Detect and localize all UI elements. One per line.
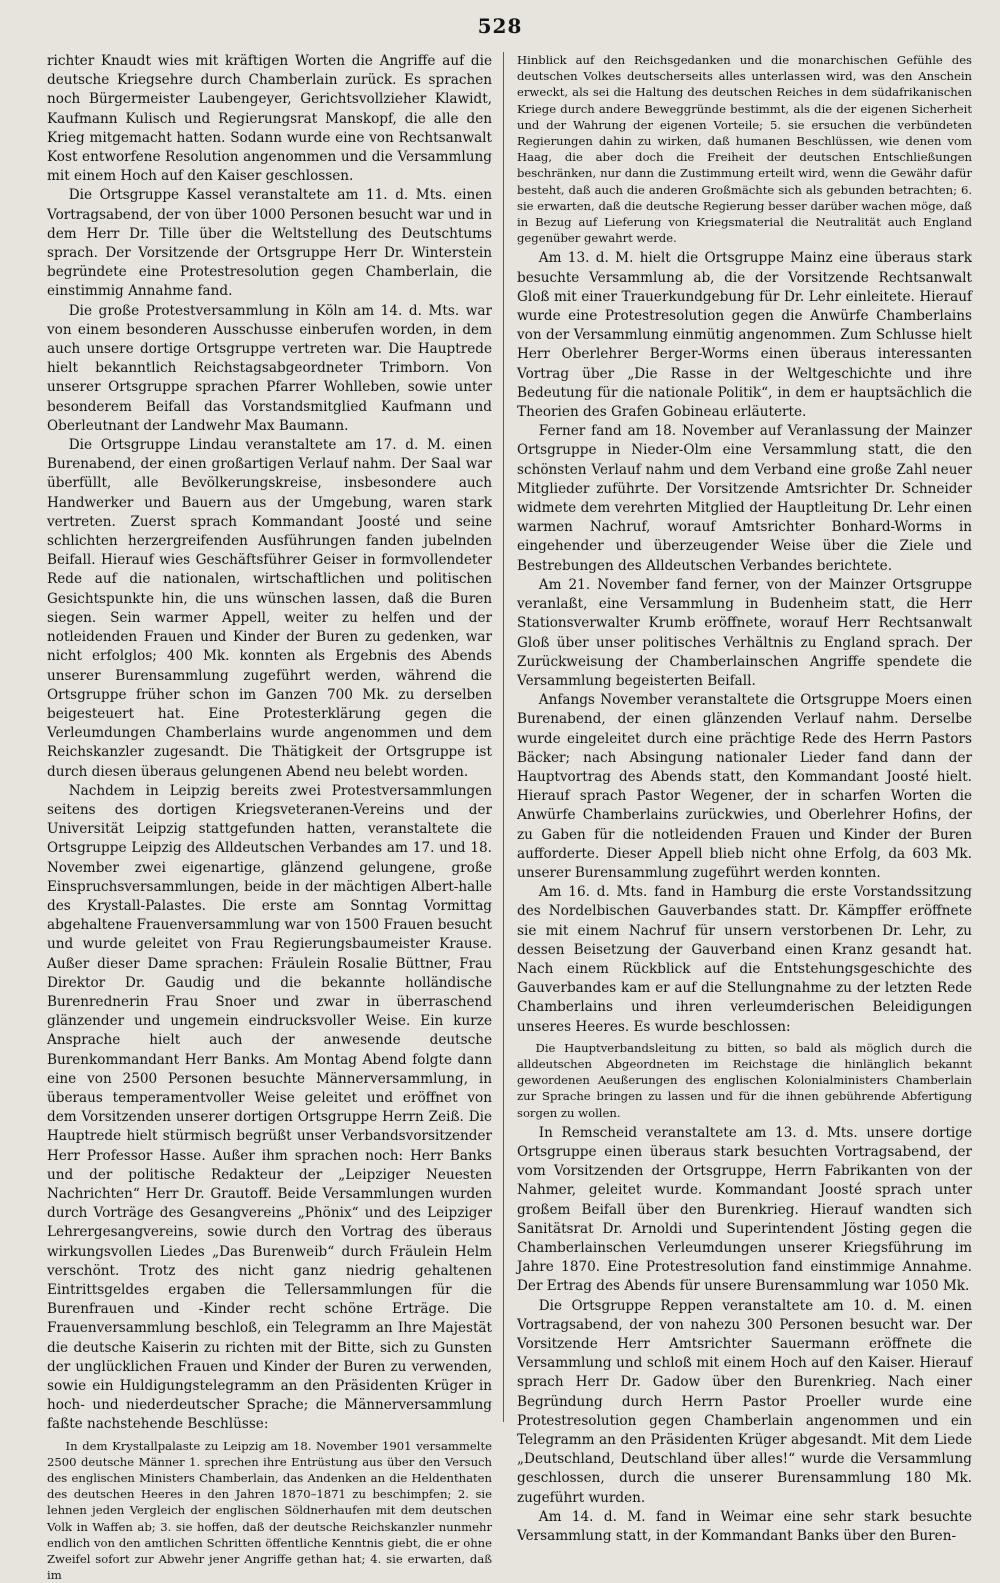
right-column (517, 52, 972, 1545)
paragraph-remscheid: In Remscheid veranstaltete am 13. d. Mts. unsere dortige Ortsgruppe einen überaus stark besuchten Vortragsabend, der vom Vorsitzenden der Ortsgruppe, Herrn Fabrikanten von der Nahmer, geleitet wurde. Kommandant Joosté sprach unter großem Beifall über den Burenkrieg. Hierauf wandten sich Sanitätsrat Dr. Arnoldi und Superintendent Jösting gegen die Chamberlainschen Verleumdungen unserer Kriegsführung im Jahre 1870. Eine Protestresolution fand einstimmige Annahme. Der Ertrag des Abends für unsere Burensammlung war 1050 Mk. (517, 1124, 972, 1295)
paragraph-kassel-intro: richter Knaudt wies mit kräftigen Worten die Angriffe auf die deutsche Kriegsehre durch Chamberlain zurück. Es sprachen noch Bürgermeister Laubengeyer, Gerichtsvollzieher Klawidt, Kaufmann Kulisch und Regierungsrat Manskopf, die alle den Krieg mitgemacht hatten. Sodann wurde eine von Rechtsanwalt Kost entworfene Resolution angenommen und die Versammlung mit einem Hoch auf den Kaiser geschlossen. (47, 53, 492, 185)
paragraph-kassel: Die Ortsgruppe Kassel veranstaltete am 11. d. Mts. einen Vortragsabend, der von über 1000 Personen besucht war und in dem Herr Dr. Tille über die Weltstellung des Deutschtums sprach. Der Vorsitzende der Ortsgruppe Herr Dr. Winterstein begründete eine Protestresolution gegen Chamberlain, die einstimmig Annahme fand. (47, 187, 492, 300)
paragraph-lindau: Die Ortsgruppe Lindau veranstaltete am 17. d. M. einen Burenabend, der einen großartigen Verlauf nahm. Der Saal war überfüllt, alle Bevölkerungskreise, insbesondere auch Handwerker und Bauern aus der Umgebung, waren stark vertreten. Zuerst sprach Kommandant Joosté und seine schlichten herzergreifenden Ausführungen fanden jubelnden Beifall. Hierauf wies Geschäftsführer Geiser in formvollendeter Rede auf die nationalen, wirtschaftlichen und politischen Gesichtspunkte hin, die uns wünschen lassen, daß die Buren siegen. Sein warmer Appell, weiter zu helfen und der notleidenden Frauen und Kinder der Buren zu gedenken, war nicht erfolglos; 400 Mk. konnten als Ergebnis des Abends unserer Burensammlung zugeführt werden, während die Ortsgruppe früher schon im Ganzen 700 Mk. zu derselben beigesteuert hat. Eine Protesterklärung gegen die Verleumdungen Chamberlains wurde angenommen und dem Reichskanzler zugesandt. Die Thätigkeit der Ortsgruppe ist durch diesen überaus gelungenen Abend neu belebt worden. (47, 437, 492, 780)
left-column (47, 52, 492, 1583)
paragraph-reppen: Die Ortsgruppe Reppen veranstaltete am 10. d. M. einen Vortragsabend, der von nahezu 300 Personen besucht war. Der Vorsitzende Herr Amtsrichter Sauermann eröffnete die Versammlung und schloß mit einem Hoch auf den Kaiser. Hierauf sprach Herr Dr. Gadow über den Burenkrieg. Nach einer Begründung durch Herrn Pastor Proeller wurde eine Protestresolution gegen Chamberlain angenommen und ein Telegramm an den Präsidenten Krüger abgesandt. Mit dem Liede „Deutschland, Deutschland über alles!“ wurde die Versammlung geschlossen, durch die unserer Burensammlung 180 Mk. zugeführt wurden. (517, 1297, 972, 1506)
paragraph-leipzig: Nachdem in Leipzig bereits zwei Protestversammlungen seitens des dortigen Kriegsveteranen-Vereins und der Universität Leipzig stattgefunden hatten, veranstaltete die Ortsgruppe Leipzig des Alldeutschen Verbandes am 17. und 18. November zwei eigenartige, glänzend gelungene, große Einspruchsversammlungen, beide in der mächtigen Albert-halle des Krystall-Palastes. Die erste am Sonntag Vormittag abgehaltene Frauenversammlung war von 1500 Frauen besucht und wurde geleitet von Frau Regierungsbaumeister Krause. Außer dieser Dame sprachen: Fräulein Rosalie Büttner, Frau Direktor Dr. Gaudig und die bekannte holländische Burenrednerin Frau Snoer und zwar in überraschend glänzender und ungemein eindrucksvoller Weise. Ein kurze Ansprache hielt auch der anwesende deutsche Burenkommandant Herr Banks. Am Montag Abend folgte dann eine von 2500 Personen besuchte Männerversammlung, in überaus temperamentvoller Weise geleitet und eröffnet von dem Vorsitzenden unserer dortigen Ortsgruppe Herrn Zeiß. Die Hauptrede hielt stürmisch begrüßt unser Verbandsvorsitzender Herr Professor Hasse. Außer ihm sprachen noch: Herr Banks und der politische Redakteur der „Leipziger Neuesten Nachrichten“ Herr Dr. Grautoff. Beide Versammlungen wurden durch Vorträge des Gesangvereins „Phönix“ und des Leipziger Lehrergesangvereins, sowie durch den Vortrag des überaus wirkungsvollen Liedes „Das Burenweib“ durch Fräulein Helm verschönt. Trotz des nicht ganz niedrig gehaltenen Eintrittsgeldes ergaben die Tellersammlungen für die Burenfrauen und -Kinder recht schöne Erträge. Die Frauenversammlung beschloß, ein Telegramm an Ihre Majestät die deutsche Kaiserin zu richten mit der Bitte, sich zu Gunsten der unglücklichen Frauen und Kinder der Buren zu verwenden, sowie ein Huldigungstelegramm an den Präsidenten Krüger in hoch- und niederdeutscher Sprache; die Männerversammlung faßte nachstehende Beschlüsse: (47, 782, 492, 1433)
paragraph-budenheim: Am 21. November fand ferner, von der Mainzer Ortsgruppe veranlaßt, eine Versammlung in Budenheim statt, die Herr Stationsverwalter Krumb eröffnete, worauf Herr Rechtsanwalt Gloß über unser politisches Verhältnis zu England sprach. Der Zurückweisung der Chamberlainschen Angriffe spendete die Versammlung begeisterten Beifall. (517, 576, 972, 689)
paragraph-mainz: Am 13. d. M. hielt die Ortsgruppe Mainz eine überaus stark besuchte Versammlung ab, die der Vorsitzende Rechtsanwalt Gloß mit einer Trauerkundgebung für Dr. Lehr einleitete. Hierauf wurde eine Protestresolution gegen die Anwürfe Chamberlains von der Versammlung einmütig angenommen. Zum Schlusse hielt Herr Oberlehrer Berger-Worms einen überaus interessanten Vortrag über „Die Rasse in der Weltgeschichte und ihre Bedeutung für die nationale Politik“, in dem er hauptsächlich die Theorien des Grafen Gobineau erläuterte. (517, 250, 972, 421)
column-divider (503, 52, 504, 1422)
resolution-hamburg: Die Hauptverbandsleitung zu bitten, so bald als möglich durch die alldeutschen Abgeordneten im Reichstage die hinlänglich bekannt gewordenen Aeußerungen des englischen Kolonialministers Chamberlain zur Sprache bringen zu lassen und für die ihnen gebührende Abfertigung sorgen zu wollen. (517, 1040, 972, 1120)
page-number: 528 (477, 14, 523, 38)
resolution-leipzig: In dem Krystallpalaste zu Leipzig am 18. November 1901 versammelte 2500 deutsche Männer 1. sprechen ihre Entrüstung aus über den Versuch des englischen Ministers Chamberlain, das Andenken an die Heldenthaten des deutschen Heeres in den Jahren 1870–1871 zu beschimpfen; 2. sie lehnen jeden Vergleich der englischen Söldnerhaufen mit dem deutschen Volk in Waffen ab; 3. sie hoffen, daß der deutsche Reichskanzler nunmehr endlich von den amtlichen Schritten öffentliche Kenntnis giebt, die er ohne Zweifel sofort zur Abwehr jener Angriffe gethan hat; 4. sie erwarten, daß im (47, 1438, 492, 1583)
resolution-leipzig-continued: Hinblick auf den Reichsgedanken und die monarchischen Gefühle des deutschen Volkes deutscherseits alles unterlassen wird, was den Anschein erweckt, als sei die Haltung des deutschen Reiches in dem südafrikanischen Kriege durch andere Beweggründe bestimmt, als die der eigenen Sicherheit und der Wahrung der eigenen Vorteile; 5. sie ersuchen die verbündeten Regierungen dahin zu wirken, daß humanen Beschlüssen, wie denen vom Haag, die aber doch die Freiheit der deutschen Entschließungen beschränken, nur dann die Zustimmung erteilt wird, wenn die Gewähr dafür besteht, daß auch die anderen Großmächte sich als gebunden betrachten; 6. sie erwarten, daß die deutsche Regierung besser darüber wachen möge, daß in Bezug auf Lieferung von Kriegsmaterial die Neutralität auch England gegenüber gewahrt werde. (517, 53, 972, 246)
paragraph-moers: Anfangs November veranstaltete die Ortsgruppe Moers einen Burenabend, der einen glänzenden Verlauf nahm. Derselbe wurde eingeleitet durch eine prächtige Rede des Herrn Pastors Bäcker; nach Absingung nationaler Lieder fand dann der Hauptvortrag des Abends statt, den Kommandant Joosté hielt. Hierauf sprach Pastor Wegener, der in scharfen Worten die Anwürfe Chamberlains zurückwies, und Oberlehrer Hofins, der zu Gaben für die notleidenden Frauen und Kinder der Buren aufforderte. Dieser Appell blieb nicht ohne Erfolg, da 603 Mk. unserer Burensammlung zugeführt werden konnten. (517, 692, 972, 881)
paragraph-weimar: Am 14. d. M. fand in Weimar eine sehr stark besuchte Versammlung statt, in der Kommandant Banks über den Buren- (517, 1508, 972, 1545)
paragraph-hamburg: Am 16. d. Mts. fand in Hamburg die erste Vorstandssitzung des Nordelbischen Gauverbandes statt. Dr. Kämpffer eröffnete sie mit einem Nachruf für unsern verstorbenen Dr. Lehr, zu dessen Beisetzung der Gauverband einen Kranz gesandt hat. Nach einem Rückblick auf die Entstehungsgeschichte des Gauverbandes kam er auf die Stellungnahme zu der letzten Rede Chamberlains und ihren verleumderischen Beleidigungen unseres Heeres. Es wurde beschlossen: (517, 884, 972, 1035)
paragraph-koeln: Die große Protestversammlung in Köln am 14. d. Mts. war von einem besonderen Ausschusse einberufen worden, in dem auch unsere dortige Ortsgruppe vertreten war. Die Hauptrede hielt bekanntlich Reichstagsabgeordneter Trimborn. Von unserer Ortsgruppe sprachen Pfarrer Wohlleben, sowie unter besonderem Beifall das Vorstandsmitglied Kaufmann und Oberleutnant der Landwehr Max Baumann. (47, 302, 492, 434)
paragraph-nieder-olm: Ferner fand am 18. November auf Veranlassung der Mainzer Ortsgruppe in Nieder-Olm eine Versammlung statt, die den schönsten Verlauf nahm und dem Verband eine große Zahl neuer Mitglieder zuführte. Der Vorsitzende Amtsrichter Dr. Schneider widmete dem verehrten Mitglied der Hauptleitung Dr. Lehr einen warmen Nachruf, worauf Amtsrichter Bonhard-Worms in eingehender und überzeugender Weise über die Ziele und Bestrebungen des Alldeutschen Verbandes berichtete. (517, 423, 972, 574)
